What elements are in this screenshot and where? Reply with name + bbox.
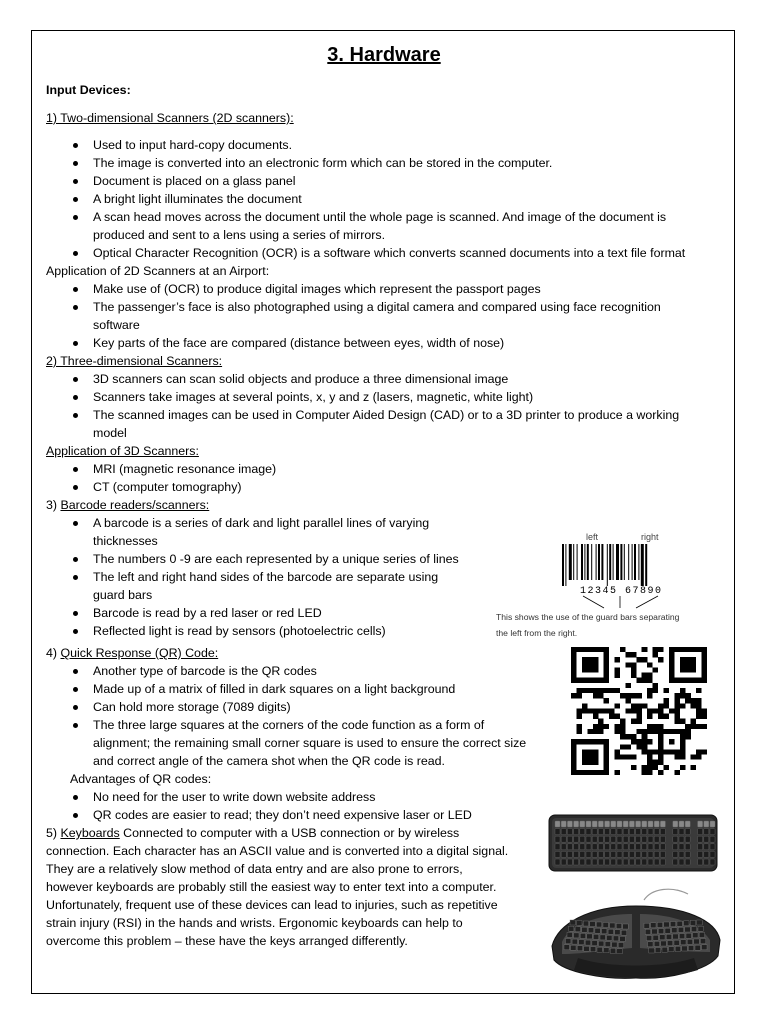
input-devices-heading: Input Devices: (46, 83, 131, 97)
section-keyboards-line1 (46, 824, 459, 842)
list-item: MRI (magnetic resonance image) (93, 462, 277, 476)
bullet (73, 341, 78, 346)
paragraph-text: Connected to computer with a USB connection or by wireless (119, 826, 460, 840)
list-item: Optical Character Recognition (OCR) is a software which converts scanned documents into a text file format (93, 246, 686, 260)
section-barcode-heading (46, 496, 209, 514)
list-item: A bright light illuminates the document (93, 192, 302, 206)
paragraph-line: connection. Each character has an ASCII value and is converted into a digital signal. (46, 844, 509, 858)
bullet (73, 413, 78, 418)
list-item: Document is placed on a glass panel (93, 174, 296, 188)
list-item: Used to input hard-copy documents. (93, 138, 293, 152)
list-item: Another type of barcode is the QR codes (93, 664, 317, 678)
bullet (73, 395, 78, 400)
bullet (73, 723, 78, 728)
list-item: Can hold more storage (7089 digits) (93, 700, 291, 714)
bullet (73, 179, 78, 184)
list-item-continued: alignment; the remaining small corner square is used to ensure the correct size (93, 736, 527, 750)
list-item: A scan head moves across the document until the whole page is scanned. And image of the document is (93, 210, 667, 224)
barcode-caption-line2: the left from the right. (496, 628, 578, 638)
qr-modules (571, 647, 707, 775)
paragraph-line: strain injury (RSI) in the hands and wrists. Ergonomic keyboards can help to (46, 916, 463, 930)
bullet (73, 143, 78, 148)
list-item-continued: software (93, 318, 140, 332)
bullet (73, 705, 78, 710)
bullet (73, 161, 78, 166)
bullet (73, 611, 78, 616)
section-number: 3) (46, 498, 61, 512)
section-2d-application-heading: Application of 2D Scanners at an Airport: (46, 264, 270, 278)
paragraph-line: overcome this problem – these have the keys arranged differently. (46, 934, 408, 948)
section-2d-scanners-heading: 1) Two-dimensional Scanners (2D scanners): (46, 111, 294, 125)
barcode-figure (490, 526, 710, 644)
list-item: No need for the user to write down website address (93, 790, 376, 804)
keyboards-keyword: Keyboards (60, 826, 120, 840)
section-number: 5) (46, 826, 61, 840)
section-qr-heading (46, 644, 218, 662)
section-title: Barcode readers/scanners: (60, 498, 210, 512)
ergonomic-keyboard-image (548, 884, 724, 984)
list-item: QR codes are easier to read; they don’t need expensive laser or LED (93, 808, 472, 822)
list-item-continued: thicknesses (93, 534, 158, 548)
paragraph-line: however keyboards are probably still the easiest way to enter text into a computer. (46, 880, 497, 894)
section-title: Quick Response (QR) Code: (60, 646, 219, 660)
list-item: A barcode is a series of dark and light parallel lines of varying (93, 516, 430, 530)
list-item: CT (computer tomography) (93, 480, 242, 494)
list-item: Barcode is read by a red laser or red LED (93, 606, 322, 620)
list-item: Made up of a matrix of filled in dark squares on a light background (93, 682, 456, 696)
bullet (73, 467, 78, 472)
bullet (73, 215, 78, 220)
list-item: Key parts of the face are compared (distance between eyes, width of nose) (93, 336, 505, 350)
list-item-continued: guard bars (93, 588, 153, 602)
list-item: The passenger’s face is also photographed using a digital camera and compared using face recognition (93, 300, 661, 314)
left-label: left (586, 532, 599, 542)
list-item: 3D scanners can scan solid objects and produce a three dimensional image (93, 372, 509, 386)
list-item-continued: and correct angle of the camera shot when the QR code is read. (93, 754, 445, 768)
list-item: Scanners take images at several points, x, y and z (lasers, magnetic, white light) (93, 390, 534, 404)
section-3d-application-heading: Application of 3D Scanners: (46, 444, 199, 458)
bullet (73, 485, 78, 490)
keyboard-image (548, 812, 718, 876)
right-label: right (641, 532, 659, 542)
bullet (73, 687, 78, 692)
list-item: The left and right hand sides of the barcode are separate using (93, 570, 439, 584)
list-item: Make use of (OCR) to produce digital images which represent the passport pages (93, 282, 541, 296)
list-item-continued: produced and sent to a lens using a series of mirrors. (93, 228, 386, 242)
list-item: The scanned images can be used in Computer Aided Design (CAD) or to a 3D printer to produce a working (93, 408, 680, 422)
list-item: The three large squares at the corners of the code function as a form of (93, 718, 485, 732)
bullet (73, 629, 78, 634)
bullet (73, 521, 78, 526)
section-3d-scanners-heading: 2) Three-dimensional Scanners: (46, 354, 223, 368)
bullet (73, 557, 78, 562)
paragraph-line: They are a relatively slow method of data entry and are also prone to errors, (46, 862, 463, 876)
bullet (73, 669, 78, 674)
list-item: The image is converted into an electronic form which can be stored in the computer. (93, 156, 553, 170)
bullet (73, 251, 78, 256)
bullet (73, 575, 78, 580)
list-item-continued: model (93, 426, 127, 440)
paragraph-line: Unfortunately, frequent use of these devices can lead to injuries, such as repetitive (46, 898, 498, 912)
qr-advantages-heading: Advantages of QR codes: (70, 772, 212, 786)
bullet (73, 795, 78, 800)
bullet (73, 813, 78, 818)
list-item: Reflected light is read by sensors (photoelectric cells) (93, 624, 386, 638)
bullet (73, 377, 78, 382)
page-title: 3. Hardware (327, 44, 441, 66)
list-item: The numbers 0 -9 are each represented by a unique series of lines (93, 552, 459, 566)
barcode-image (562, 544, 647, 586)
barcode-digits: 12345 67890 (580, 586, 663, 597)
bullet (73, 287, 78, 292)
bullet (73, 197, 78, 202)
qr-code-image (571, 647, 707, 775)
barcode-caption-line1: This shows the use of the guard bars separating (496, 612, 680, 622)
bullet (73, 305, 78, 310)
section-number: 4) (46, 646, 61, 660)
